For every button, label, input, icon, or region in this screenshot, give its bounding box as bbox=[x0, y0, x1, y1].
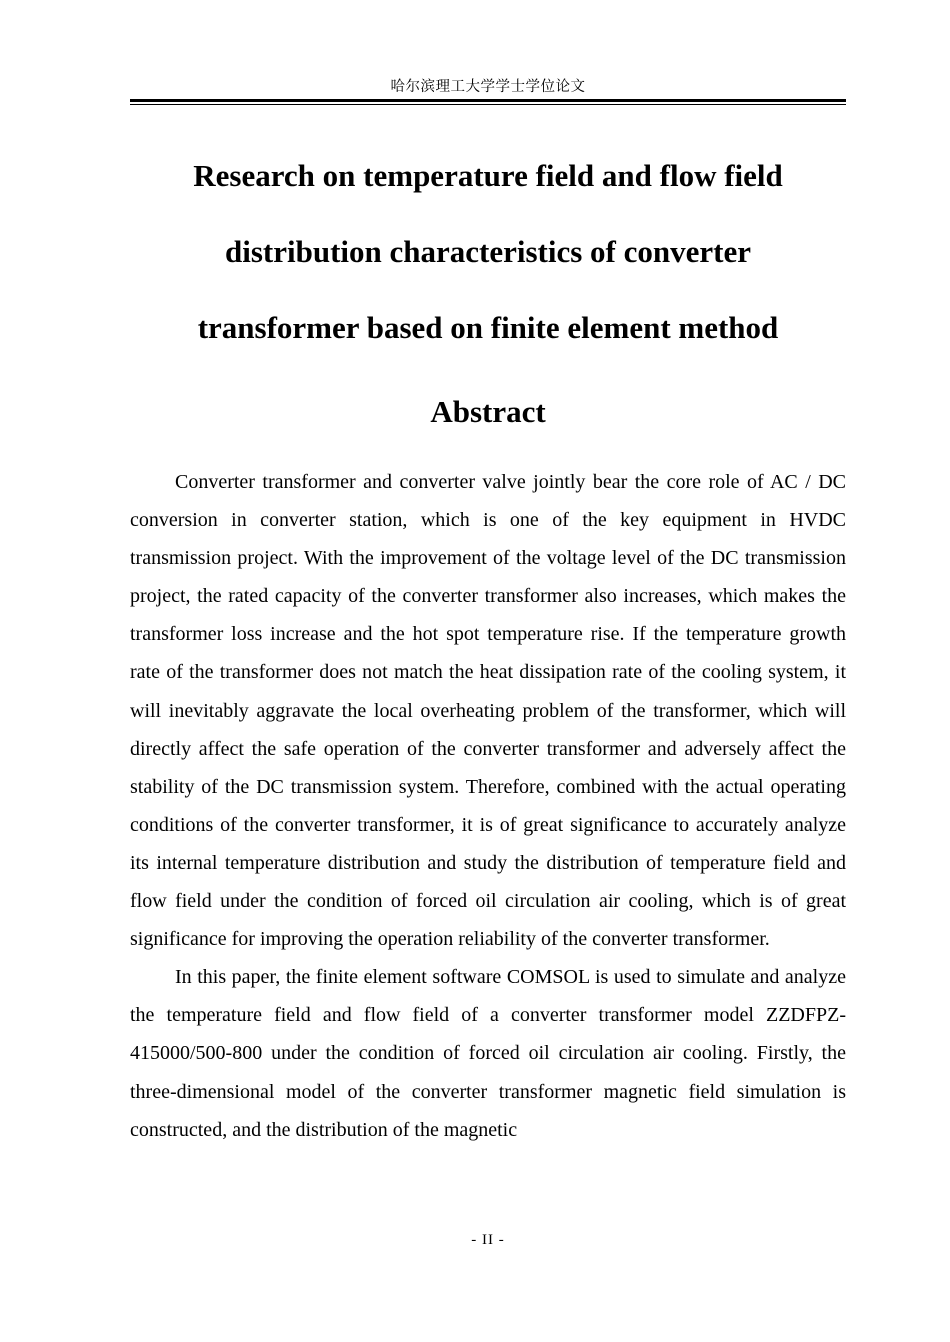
abstract-body bbox=[130, 463, 846, 1149]
abstract-heading: Abstract bbox=[430, 394, 546, 429]
running-header: 哈尔滨理工大学学士学位论文 bbox=[390, 79, 586, 95]
title-line-3: transformer based on finite element method bbox=[197, 310, 779, 345]
title-line-1: Research on temperature field and flow field bbox=[193, 158, 783, 193]
page-number: - II - bbox=[471, 1232, 505, 1248]
abstract-paragraph-1: Converter transformer and converter valve jointly bear the core role of AC / DC conversion in converter station, which is one of the key equipment in HVDC transmission project. With the improvement of the voltage level of the DC transmission project, the rated capacity of the converter transformer also increases, which makes the transformer loss increase and the hot spot temperature rise. If the temperature growth rate of the transformer does not match the heat dissipation rate of the cooling system, it will inevitably aggravate the local overheating problem of the transformer, which will directly affect the safe operation of the converter transformer and adversely affect the stability of the DC transmission system. Therefore, combined with the actual operating conditions of the converter transformer, it is of great significance to accurately analyze its internal temperature distribution and study the distribution of temperature field and flow field under the condition of forced oil circulation air cooling, which is of great significance for improving the operation reliability of the converter transformer. bbox=[130, 471, 846, 951]
abstract-paragraph-2: In this paper, the finite element software COMSOL is used to simulate and analyze the temperature field and flow field of a converter transformer model ZZDFPZ-415000/500-800 under the condition of forced oil circulation air cooling. Firstly, the three-dimensional model of the converter transformer magnetic field simulation is constructed, and the distribution of the magnetic bbox=[130, 966, 846, 1141]
header-rule-thin bbox=[130, 104, 846, 105]
header-rule-thick bbox=[130, 99, 846, 102]
title-line-2: distribution characteristics of converter bbox=[224, 234, 751, 269]
thesis-title bbox=[130, 138, 846, 366]
